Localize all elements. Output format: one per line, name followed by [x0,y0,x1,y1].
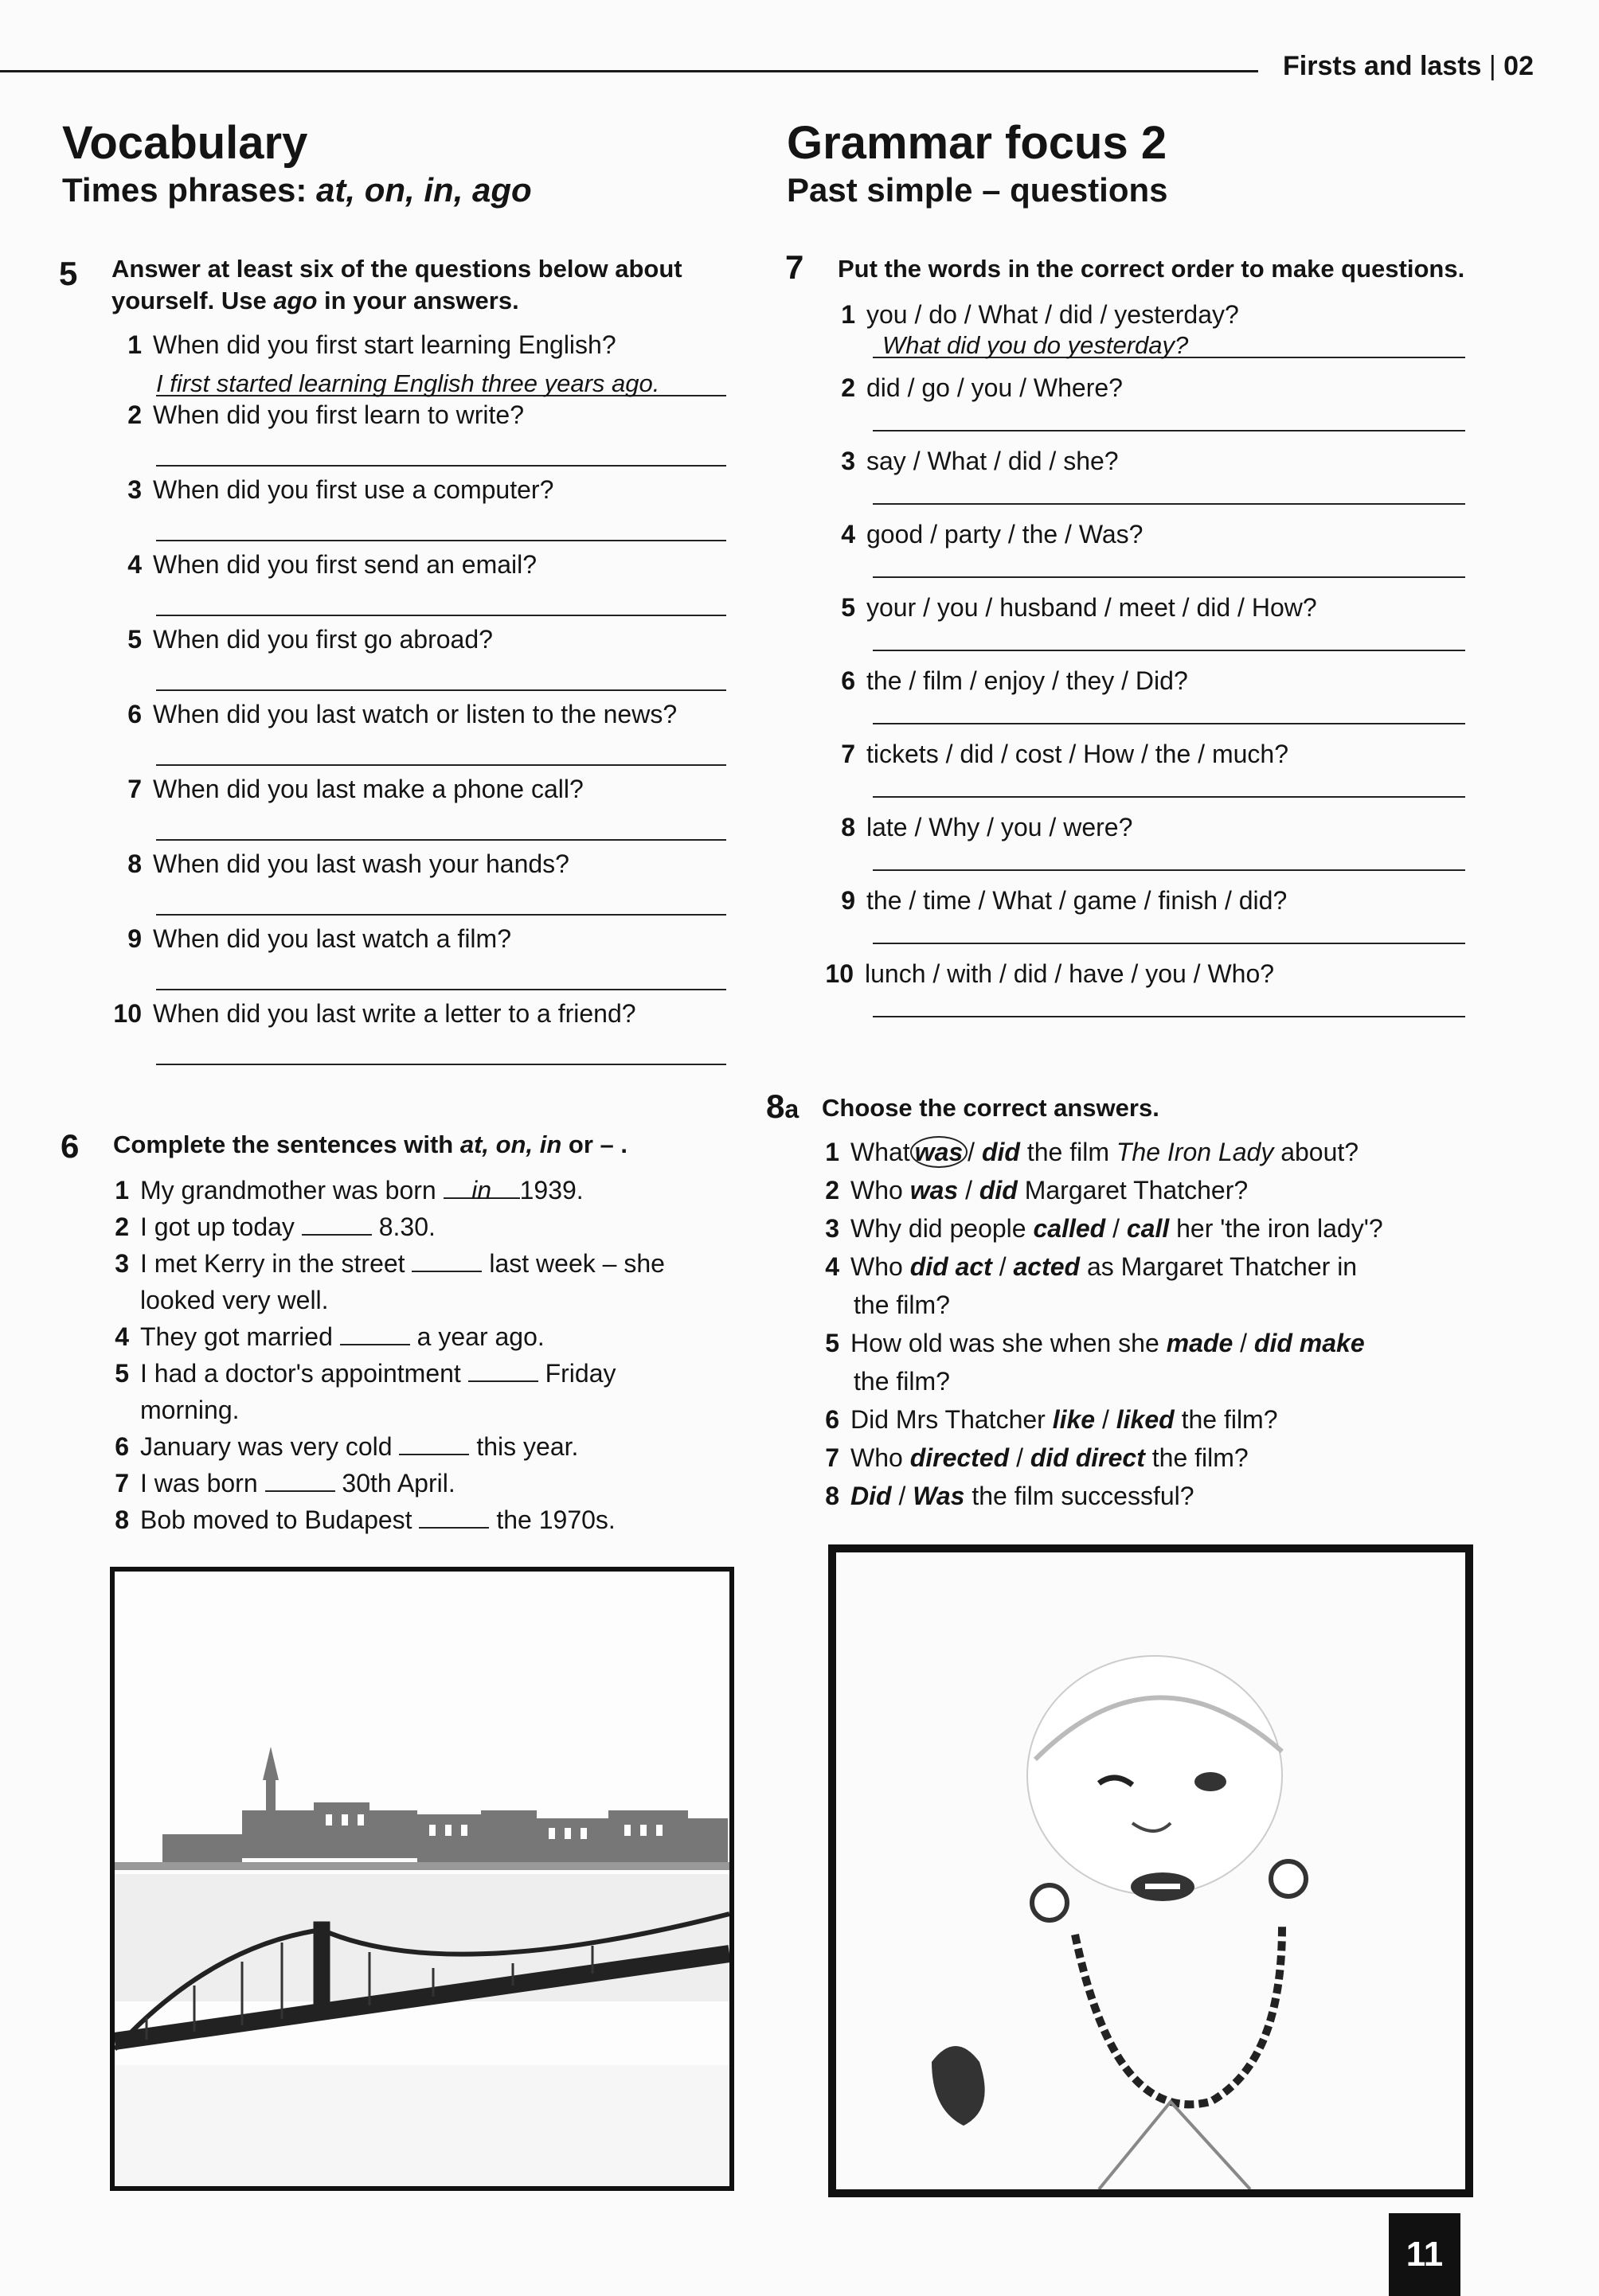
sentence-end: the 1970s. [489,1505,616,1534]
item-number: 5 [115,1359,129,1388]
sentence-start: I was born [140,1469,265,1497]
exercise-5-instruction-text: Answer at least six of the questions below about yourself. Use [111,255,682,314]
answer-blank[interactable]: in [444,1173,520,1199]
option-1[interactable]: Did [850,1482,892,1510]
sentence-end: last week – she [482,1249,665,1278]
exercise-6-item [111,1210,436,1244]
exercise-6-item [111,1247,665,1280]
item-number: 7 [127,775,142,803]
option-separator: / [1009,1443,1030,1472]
item-number: 5 [841,593,855,622]
question-start: How old was she when she [850,1329,1167,1357]
option-1[interactable]: called [1033,1214,1106,1243]
answer-line[interactable] [873,650,1465,651]
question-text: When did you last watch or listen to the news? [153,700,678,728]
answer-blank[interactable] [468,1357,538,1382]
exercise-5-item [111,847,569,881]
option-2[interactable]: did direct [1030,1443,1145,1472]
question-start: Who [850,1443,910,1472]
answer-line[interactable] [156,914,726,916]
exercise-5-item [111,922,511,955]
item-number: 3 [127,475,142,504]
answer-line[interactable] [873,503,1465,505]
question-middle: as Margaret Thatcher in [1080,1252,1358,1281]
exercise-7-number: 7 [785,248,804,286]
exercise-5-item [111,772,584,806]
film-title: The Iron Lady [1116,1138,1274,1166]
item-number: 1 [127,330,142,359]
answer-blank[interactable] [399,1430,469,1455]
answer-line[interactable] [156,615,726,616]
header-separator: | [1481,51,1504,81]
option-1[interactable]: did act [909,1252,992,1281]
exercise-7-item [822,957,1274,990]
answer-line[interactable] [156,689,726,691]
vocabulary-title: Vocabulary [62,117,308,169]
exercise-6-instruction-keywords: at, on, in [459,1130,562,1158]
scrambled-words: the / film / enjoy / they / Did? [866,666,1188,695]
question-text: When did you last wash your hands? [153,849,569,878]
scrambled-words: late / Why / you / were? [866,813,1133,841]
exercise-6-item [111,1173,584,1207]
question-middle: Margaret Thatcher? [1017,1176,1249,1205]
option-separator: / [891,1482,913,1510]
item-number: 2 [825,1176,839,1205]
option-2[interactable]: did [979,1176,1018,1205]
thatcher-photo [828,1544,1473,2197]
header-title: Firsts and lasts [1283,51,1482,81]
option-separator: / [958,1176,979,1205]
exercise-7-item [839,737,1288,771]
answer-line[interactable] [156,540,726,541]
exercise-7-item [839,884,1287,917]
exercise-7-instruction: Put the words in the correct order to make questions. [838,255,1465,283]
exercise-7-item [839,664,1188,697]
item-number: 1 [841,300,855,329]
answer-line[interactable] [873,576,1465,578]
item-number: 9 [127,924,142,953]
exercise-7-item [839,810,1132,844]
exercise-5-instruction-keyword: ago [273,287,318,314]
answer-blank[interactable] [302,1210,372,1236]
option-1[interactable]: directed [909,1443,1010,1472]
answer-line[interactable] [873,1016,1465,1017]
exercise-7-item [839,444,1119,478]
exercise-7-item [839,517,1143,551]
vocabulary-subtitle-prefix: Times phrases: [62,171,307,209]
exercise-6-number: 6 [61,1127,80,1165]
question-middle: the film successful? [964,1482,1194,1510]
sentence-start: Bob moved to Budapest [140,1505,420,1534]
exercise-6-item [111,1430,578,1463]
item-number: 6 [127,700,142,728]
answer-line[interactable] [156,989,726,990]
scrambled-words: your / you / husband / meet / did / How? [866,593,1317,622]
question-start: Why did people [850,1214,1034,1243]
example-answer: What did you do yesterday? [882,331,1189,359]
item-number: 8 [115,1505,129,1534]
exercise-5-item [111,548,537,581]
sentence-start: They got married [140,1322,340,1351]
option-2[interactable]: acted [1013,1252,1081,1281]
option-separator: / [968,1138,982,1166]
answer-line[interactable] [873,723,1465,724]
question-text: When did you last watch a film? [153,924,511,953]
exercise-8a-number-digit: 8 [766,1087,785,1125]
exercise-8a-item-continued: the film? [854,1367,950,1396]
option-2[interactable]: liked [1116,1405,1175,1434]
sentence-start: My grandmother was born [140,1176,444,1205]
item-number: 6 [115,1432,129,1461]
item-number: 5 [127,625,142,654]
example-answer: I first started learning English three years ago. [156,369,660,397]
exercise-6-item-continued: looked very well. [140,1286,329,1314]
page-number: 11 [1389,2213,1460,2296]
exercise-8a-number-suffix: a [784,1095,800,1123]
item-number: 2 [841,373,855,402]
answer-blank[interactable] [419,1503,489,1529]
header-unit: 02 [1503,51,1534,81]
option-2[interactable]: Was [913,1482,965,1510]
question-text: When did you first start learning English? [153,330,616,359]
answer-line[interactable] [156,465,726,467]
answer-line[interactable] [873,796,1465,798]
option-separator: / [1105,1214,1127,1243]
sentence-end: 30th April. [334,1469,455,1497]
item-number: 4 [127,550,142,579]
item-number: 7 [841,740,855,768]
exercise-8a-item [823,1441,1249,1474]
exercise-8a-item [823,1135,1359,1169]
answer-blank[interactable] [340,1320,410,1345]
item-number: 5 [825,1329,839,1357]
exercise-6-item [111,1320,545,1353]
exercise-6-item [111,1466,455,1500]
answer-blank[interactable] [412,1247,482,1272]
item-number: 9 [841,886,855,915]
exercise-8a-item [823,1173,1248,1207]
question-start: Who [850,1252,910,1281]
sentence-end: 8.30. [371,1212,436,1241]
option-1[interactable]: was [910,1136,968,1168]
scrambled-words: lunch / with / did / have / you / Who? [865,959,1275,988]
option-2[interactable]: call [1126,1214,1170,1243]
answer-line[interactable] [873,869,1465,871]
item-number: 2 [127,400,142,429]
sentence-start: I had a doctor's appointment [140,1359,468,1388]
item-number: 4 [825,1252,839,1281]
answer-line[interactable] [873,430,1465,431]
exercise-8a-item [823,1403,1278,1436]
exercise-6-instruction-text-end: or – . [561,1130,627,1158]
scrambled-words: good / party / the / Was? [866,520,1144,549]
item-number: 3 [841,447,855,475]
question-middle: her 'the iron lady'? [1169,1214,1383,1243]
item-number: 10 [825,959,854,988]
exercise-8a-number [766,1087,799,1126]
exercise-7-item [839,371,1123,404]
answer-line[interactable] [873,943,1465,944]
question-start: What [850,1138,910,1166]
item-number: 6 [841,666,855,695]
scrambled-words: tickets / did / cost / How / the / much? [866,740,1288,768]
sentence-start: I got up today [140,1212,302,1241]
exercise-5-item [111,997,636,1030]
exercise-5-instruction [111,253,733,317]
item-number: 3 [825,1214,839,1243]
item-number: 7 [825,1443,839,1472]
item-number: 2 [115,1212,129,1241]
scrambled-words: did / go / you / Where? [866,373,1123,402]
question-text: When did you first use a computer? [153,475,554,504]
exercise-6-instruction-text: Complete the sentences with [113,1130,460,1158]
scrambled-words: say / What / did / she? [866,447,1119,475]
question-text: When did you first go abroad? [153,625,493,654]
question-middle: the film [1019,1138,1116,1166]
question-text: When did you first send an email? [153,550,538,579]
exercise-5-item [111,623,493,656]
item-number: 10 [113,999,142,1028]
option-1[interactable]: like [1052,1405,1096,1434]
running-header [1283,51,1534,82]
exercise-6-item-continued: morning. [140,1396,240,1424]
exercise-5-item [111,328,616,361]
item-number: 8 [825,1482,839,1510]
item-number: 8 [841,813,855,841]
answer-line[interactable] [156,764,726,766]
exercise-5-item [111,697,677,731]
item-number: 3 [115,1249,129,1278]
header-rule [0,70,1258,72]
exercise-5-instruction-text-end: in your answers. [317,287,519,314]
question-middle: the film? [1174,1405,1278,1434]
exercise-8a-item [823,1479,1194,1513]
sentence-start: January was very cold [140,1432,400,1461]
exercise-6-instruction [113,1129,627,1161]
question-text: When did you first learn to write? [153,400,524,429]
answer-line[interactable] [156,1064,726,1065]
exercise-6-item [111,1503,616,1537]
option-2[interactable]: did make [1253,1329,1365,1357]
sentence-end: this year. [469,1432,579,1461]
item-number: 8 [127,849,142,878]
question-start: Who [850,1176,910,1205]
answer-blank[interactable] [265,1466,335,1492]
exercise-6-item [111,1357,616,1390]
grammar-title: Grammar focus 2 [787,117,1167,169]
option-separator: / [1095,1405,1116,1434]
option-separator: / [1233,1329,1254,1357]
budapest-photo [110,1567,734,2191]
exercise-5-item [111,473,553,506]
thatcher-photo-image [836,1552,1465,2189]
budapest-photo-image [115,1572,729,2186]
option-separator: / [991,1252,1014,1281]
item-number: 4 [115,1322,129,1351]
item-number: 1 [115,1176,129,1205]
exercise-5-item [111,398,524,431]
scrambled-words: the / time / What / game / finish / did? [866,886,1288,915]
exercise-8a-item [823,1326,1365,1360]
grammar-subtitle: Past simple – questions [787,171,1168,209]
option-1[interactable]: made [1166,1329,1233,1357]
question-middle: the film? [1144,1443,1249,1472]
exercise-5-number: 5 [59,255,78,292]
exercise-8a-item [823,1250,1357,1283]
exercise-8a-item [823,1212,1383,1245]
item-number: 4 [841,520,855,549]
sentence-end: Friday [538,1359,616,1388]
scrambled-words: you / do / What / did / yesterday? [866,300,1239,329]
exercise-7-item [839,298,1239,331]
answer-line[interactable] [156,839,726,841]
sentence-start: I met Kerry in the street [140,1249,412,1278]
item-number: 6 [825,1405,839,1434]
question-text: When did you last make a phone call? [153,775,584,803]
exercise-8a-item-continued: the film? [854,1291,950,1319]
exercise-8a-instruction: Choose the correct answers. [822,1094,1159,1122]
question-start: Did Mrs Thatcher [850,1405,1053,1434]
question-text: When did you last write a letter to a friend? [153,999,636,1028]
option-1[interactable]: was [909,1176,959,1205]
vocabulary-subtitle-words: at, on, in, ago [316,171,532,209]
exercise-7-item [839,591,1317,624]
item-number: 7 [115,1469,129,1497]
sentence-end: 1939. [519,1176,584,1205]
sentence-end: a year ago. [409,1322,545,1351]
question-end: about? [1273,1138,1359,1166]
vocabulary-subtitle [62,170,532,210]
item-number: 1 [825,1138,839,1166]
option-2[interactable]: did [981,1138,1020,1166]
